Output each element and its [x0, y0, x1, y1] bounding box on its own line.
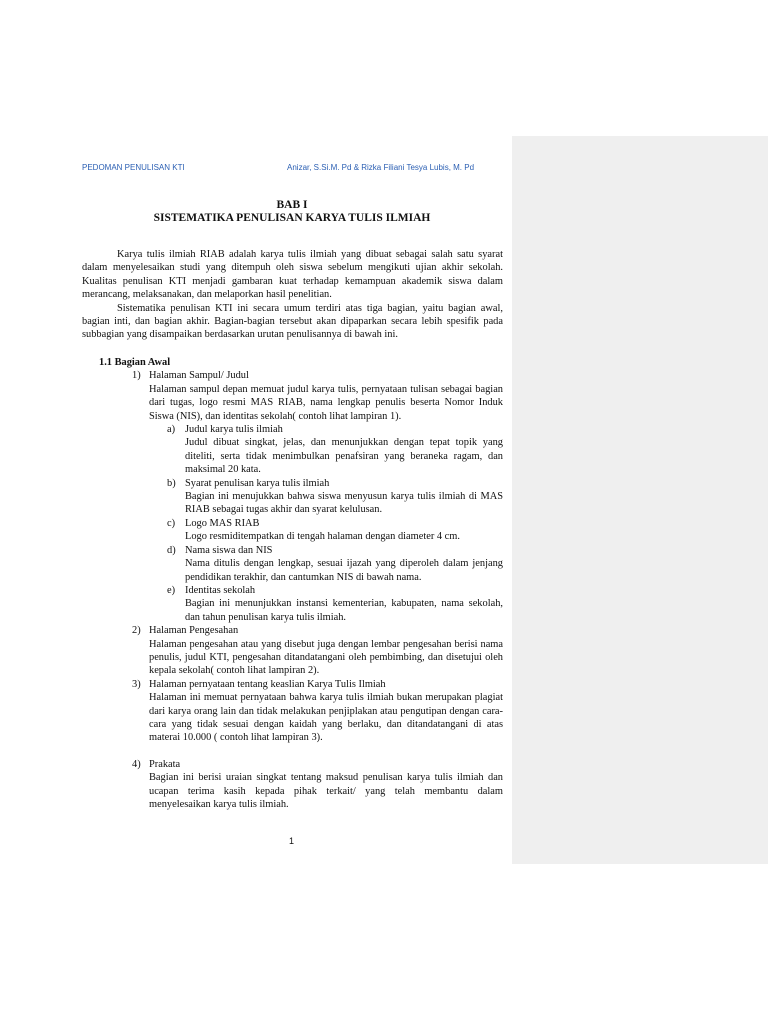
list-desc: Halaman pengesahan atau yang disebut juga dengan lembar pengesahan berisi nama penulis, judul KTI, pengesahan ditandatangani oleh pembimbing, dan disetujui oleh kepala sekolah( contoh lihat lampiran 2).: [149, 638, 503, 677]
list-item: [82, 678, 503, 745]
sub-item: [82, 477, 503, 517]
list-label: Halaman Sampul/ Judul: [149, 370, 249, 382]
chapter-number: BAB I: [276, 199, 308, 211]
list-label: Halaman Pengesahan: [149, 625, 239, 637]
header-right: Anizar, S.Si.M. Pd & Rizka Filiani Tesya Lubis, M. Pd: [287, 163, 475, 172]
sub-number: a): [167, 424, 176, 436]
sub-item: [82, 544, 503, 584]
sub-number: c): [167, 517, 176, 529]
section-heading: 1.1 Bagian Awal: [99, 357, 171, 368]
list-item: [82, 758, 503, 812]
page-number: 1: [289, 836, 295, 846]
sub-item: [82, 584, 503, 624]
paragraph-sistematika: Sistematika penulisan KTI ini secara umum terdiri atas tiga bagian, yaitu bagian awal, bagian inti, dan bagian akhir. Bagian-bagian tersebut akan dipaparkan secara lebih spesifik pada subbagian yang disampaikan berdasarkan urutan penulisannya di bawah ini.: [82, 302, 503, 341]
sub-desc: Bagian ini menunjukkan instansi kementerian, kabupaten, nama sekolah, dan tahun penulisan karya tulis ilmiah.: [185, 598, 503, 623]
sub-desc: Logo resmiditempatkan di tengah halaman dengan diameter 4 cm.: [185, 531, 460, 543]
list-label: Halaman pernyataan tentang keaslian Karya Tulis Ilmiah: [149, 678, 386, 690]
list-number: 3): [132, 678, 141, 690]
sub-number: e): [167, 584, 176, 596]
sub-label: Syarat penulisan karya tulis ilmiah: [185, 477, 330, 489]
sub-label: Nama siswa dan NIS: [185, 544, 273, 556]
sub-item: [82, 423, 503, 477]
sub-desc: Bagian ini menujukkan bahwa siswa menyusun karya tulis ilmiah di MAS RIAB sebagai tugas akhir dan syarat kelulusan.: [185, 491, 503, 516]
list-number: 4): [132, 758, 141, 770]
section-bagian-awal: [82, 356, 503, 811]
paragraph-intro: Karya tulis ilmiah RIAB adalah karya tulis ilmiah yang dibuat sebagai salah satu syarat dalam menyelesaikan studi yang ditempuh oleh siswa sebelum mengikuti ujian akhir sekolah. Kualitas penulisan KTI menjadi gambaran kuat terhadap kemampuan akademik siswa dalam merancang, melaksanakan, dan melaporkan hasil penelitian.: [82, 249, 503, 301]
comment-pane: [512, 136, 768, 864]
list-desc: Bagian ini berisi uraian singkat tentang maksud penulisan karya tulis ilmiah dan ucapan terima kasih kepada pihak terkait/ yang telah membantu dalam menyelesaikan karya tulis ilmiah.: [149, 772, 503, 810]
list-desc: Halaman ini memuat pernyataan bahwa karya tulis ilmiah bukan merupakan plagiat dari karya orang lain dan tidak melakukan penjiplakan atau pengutipan dengan cara-cara yang tidak sesuai dengan kaidah yang berlaku, dan ditandatangani di atas materai 10.000 ( contoh lihat lampiran 3).: [149, 692, 503, 744]
list-item: [82, 624, 503, 678]
list-item: [82, 369, 503, 423]
header-left: PEDOMAN PENULISAN KTI: [82, 163, 185, 172]
body-paragraphs: [82, 248, 503, 342]
sub-desc: Judul dibuat singkat, jelas, dan menunjukkan dengan tepat topik yang diteliti, serta tidak menimbulkan penafsiran yang beraneka ragam, dan maksimal 20 kata.: [185, 437, 503, 476]
list-number: 1): [132, 370, 141, 382]
list-desc: Halaman sampul depan memuat judul karya tulis, pernyataan tulisan sebagai bagian dari tugas, logo resmi MAS RIAB, nama lengkap penulis beserta Nomor Induk Siswa (NIS), dan identitas sekolah( contoh lihat lampiran 1).: [149, 383, 503, 422]
sub-number: b): [167, 477, 176, 489]
sub-number: d): [167, 544, 176, 556]
list-label: Prakata: [149, 758, 181, 770]
sub-label: Identitas sekolah: [185, 584, 256, 596]
sub-desc: Nama ditulis dengan lengkap, sesuai ijazah yang diperoleh dalam jenjang pendidikan terakhir, dan cantumkan NIS di bawah nama.: [185, 558, 503, 583]
sub-label: Judul karya tulis ilmiah: [185, 424, 283, 436]
list-number: 2): [132, 625, 141, 637]
sub-item: [82, 517, 503, 544]
chapter-title: SISTEMATIKA PENULISAN KARYA TULIS ILMIAH: [153, 212, 431, 224]
sub-label: Logo MAS RIAB: [185, 517, 260, 529]
